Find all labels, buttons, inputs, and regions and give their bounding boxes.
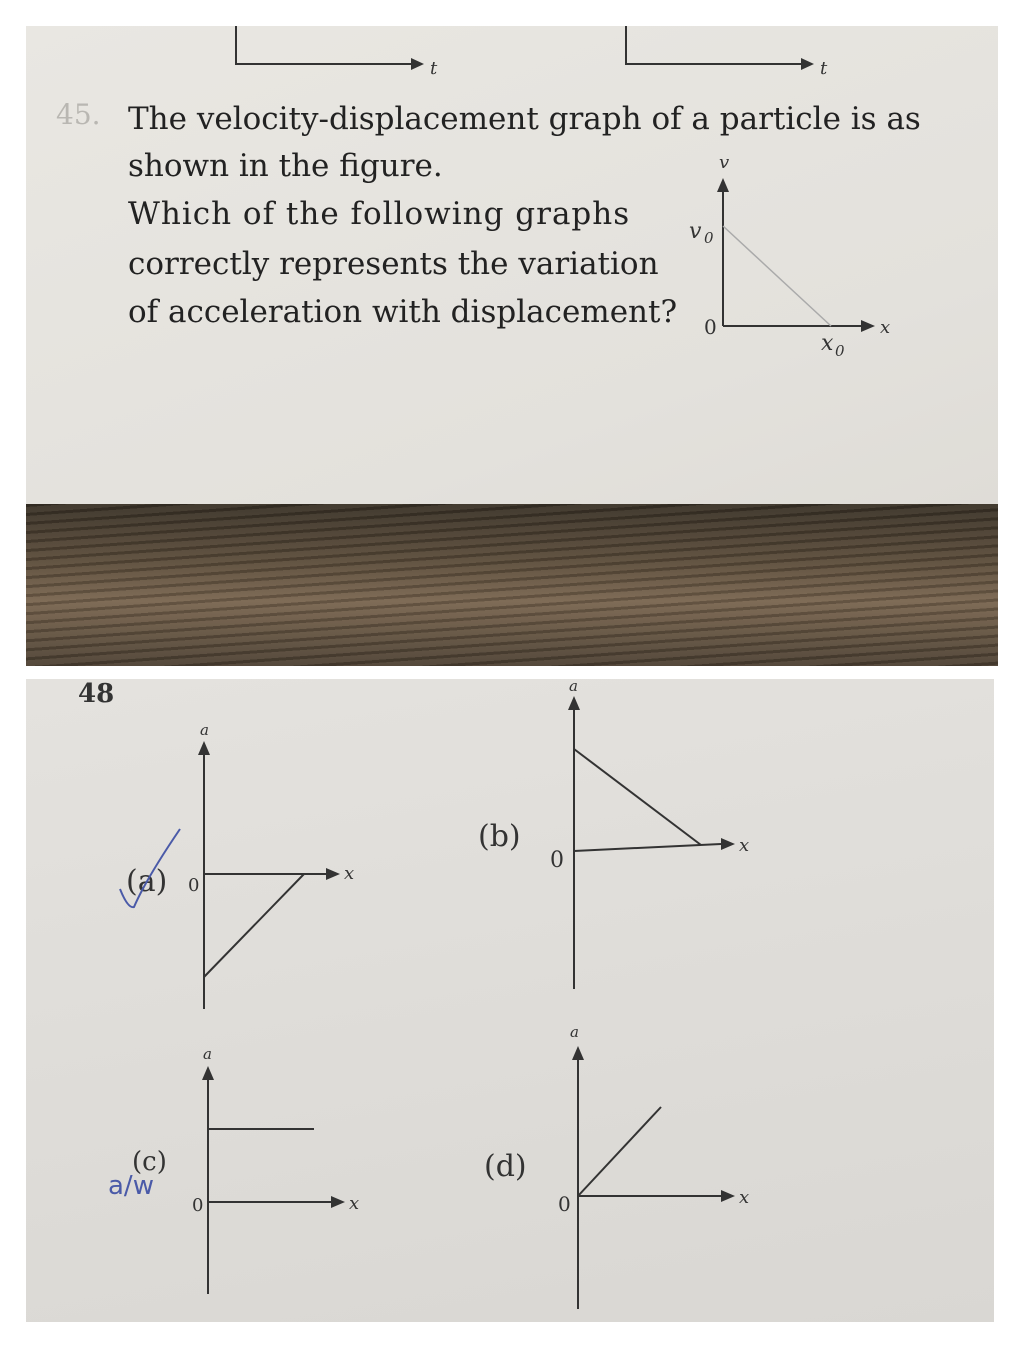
option-b-x-axis-label: x bbox=[739, 835, 750, 856]
option-a-origin-label: 0 bbox=[188, 875, 200, 896]
option-a-graph bbox=[166, 719, 406, 1019]
velocity-displacement-graph bbox=[686, 146, 926, 376]
option-a-x-axis-label: x bbox=[344, 863, 355, 884]
option-c-x-axis-label: x bbox=[349, 1193, 360, 1214]
x0-subscript: 0 bbox=[835, 342, 845, 360]
option-b-y-axis-label: a bbox=[569, 677, 578, 695]
option-d-graph bbox=[536, 1019, 796, 1309]
option-c-handwriting: a/w bbox=[108, 1171, 154, 1201]
question-number: 45. bbox=[56, 98, 101, 131]
page-number: 48 bbox=[78, 679, 115, 709]
option-b-origin-label: 0 bbox=[550, 848, 564, 873]
wooden-table-edge bbox=[26, 504, 998, 666]
option-b-label: (b) bbox=[478, 819, 521, 854]
option-b-graph bbox=[536, 679, 796, 999]
options-panel bbox=[26, 679, 994, 1322]
prev-axis-label-2: t bbox=[820, 58, 828, 79]
prev-axis-label-1: t bbox=[430, 58, 438, 79]
option-d-label: (d) bbox=[484, 1149, 527, 1184]
question-text-line-2: shown in the figure. bbox=[128, 148, 443, 184]
prev-question-graph-fragment bbox=[26, 26, 998, 106]
x-axis-label: x bbox=[880, 317, 891, 338]
option-a-label: (a) bbox=[126, 864, 168, 899]
option-d-y-axis-label: a bbox=[570, 1023, 579, 1041]
question-text-line-4: correctly represents the variation bbox=[128, 246, 659, 282]
option-c-origin-label: 0 bbox=[192, 1195, 204, 1216]
option-c-label: (c) bbox=[132, 1147, 167, 1177]
option-c-graph bbox=[166, 1039, 406, 1299]
question-text-line-3: Which of the following graphs bbox=[128, 196, 631, 232]
question-panel bbox=[26, 26, 998, 666]
v0-subscript: 0 bbox=[704, 229, 714, 247]
option-c-y-axis-label: a bbox=[203, 1045, 212, 1063]
option-a-y-axis-label: a bbox=[200, 721, 209, 739]
v0-label: v bbox=[689, 219, 702, 244]
question-text-line-1: The velocity-displacement graph of a particle is as bbox=[128, 101, 921, 137]
question-text-line-5: of acceleration with displacement? bbox=[128, 294, 678, 330]
origin-label: 0 bbox=[704, 315, 717, 339]
v-axis-label: v bbox=[719, 152, 730, 173]
option-d-x-axis-label: x bbox=[739, 1187, 750, 1208]
option-d-origin-label: 0 bbox=[558, 1192, 571, 1216]
x0-label: x bbox=[821, 331, 834, 356]
